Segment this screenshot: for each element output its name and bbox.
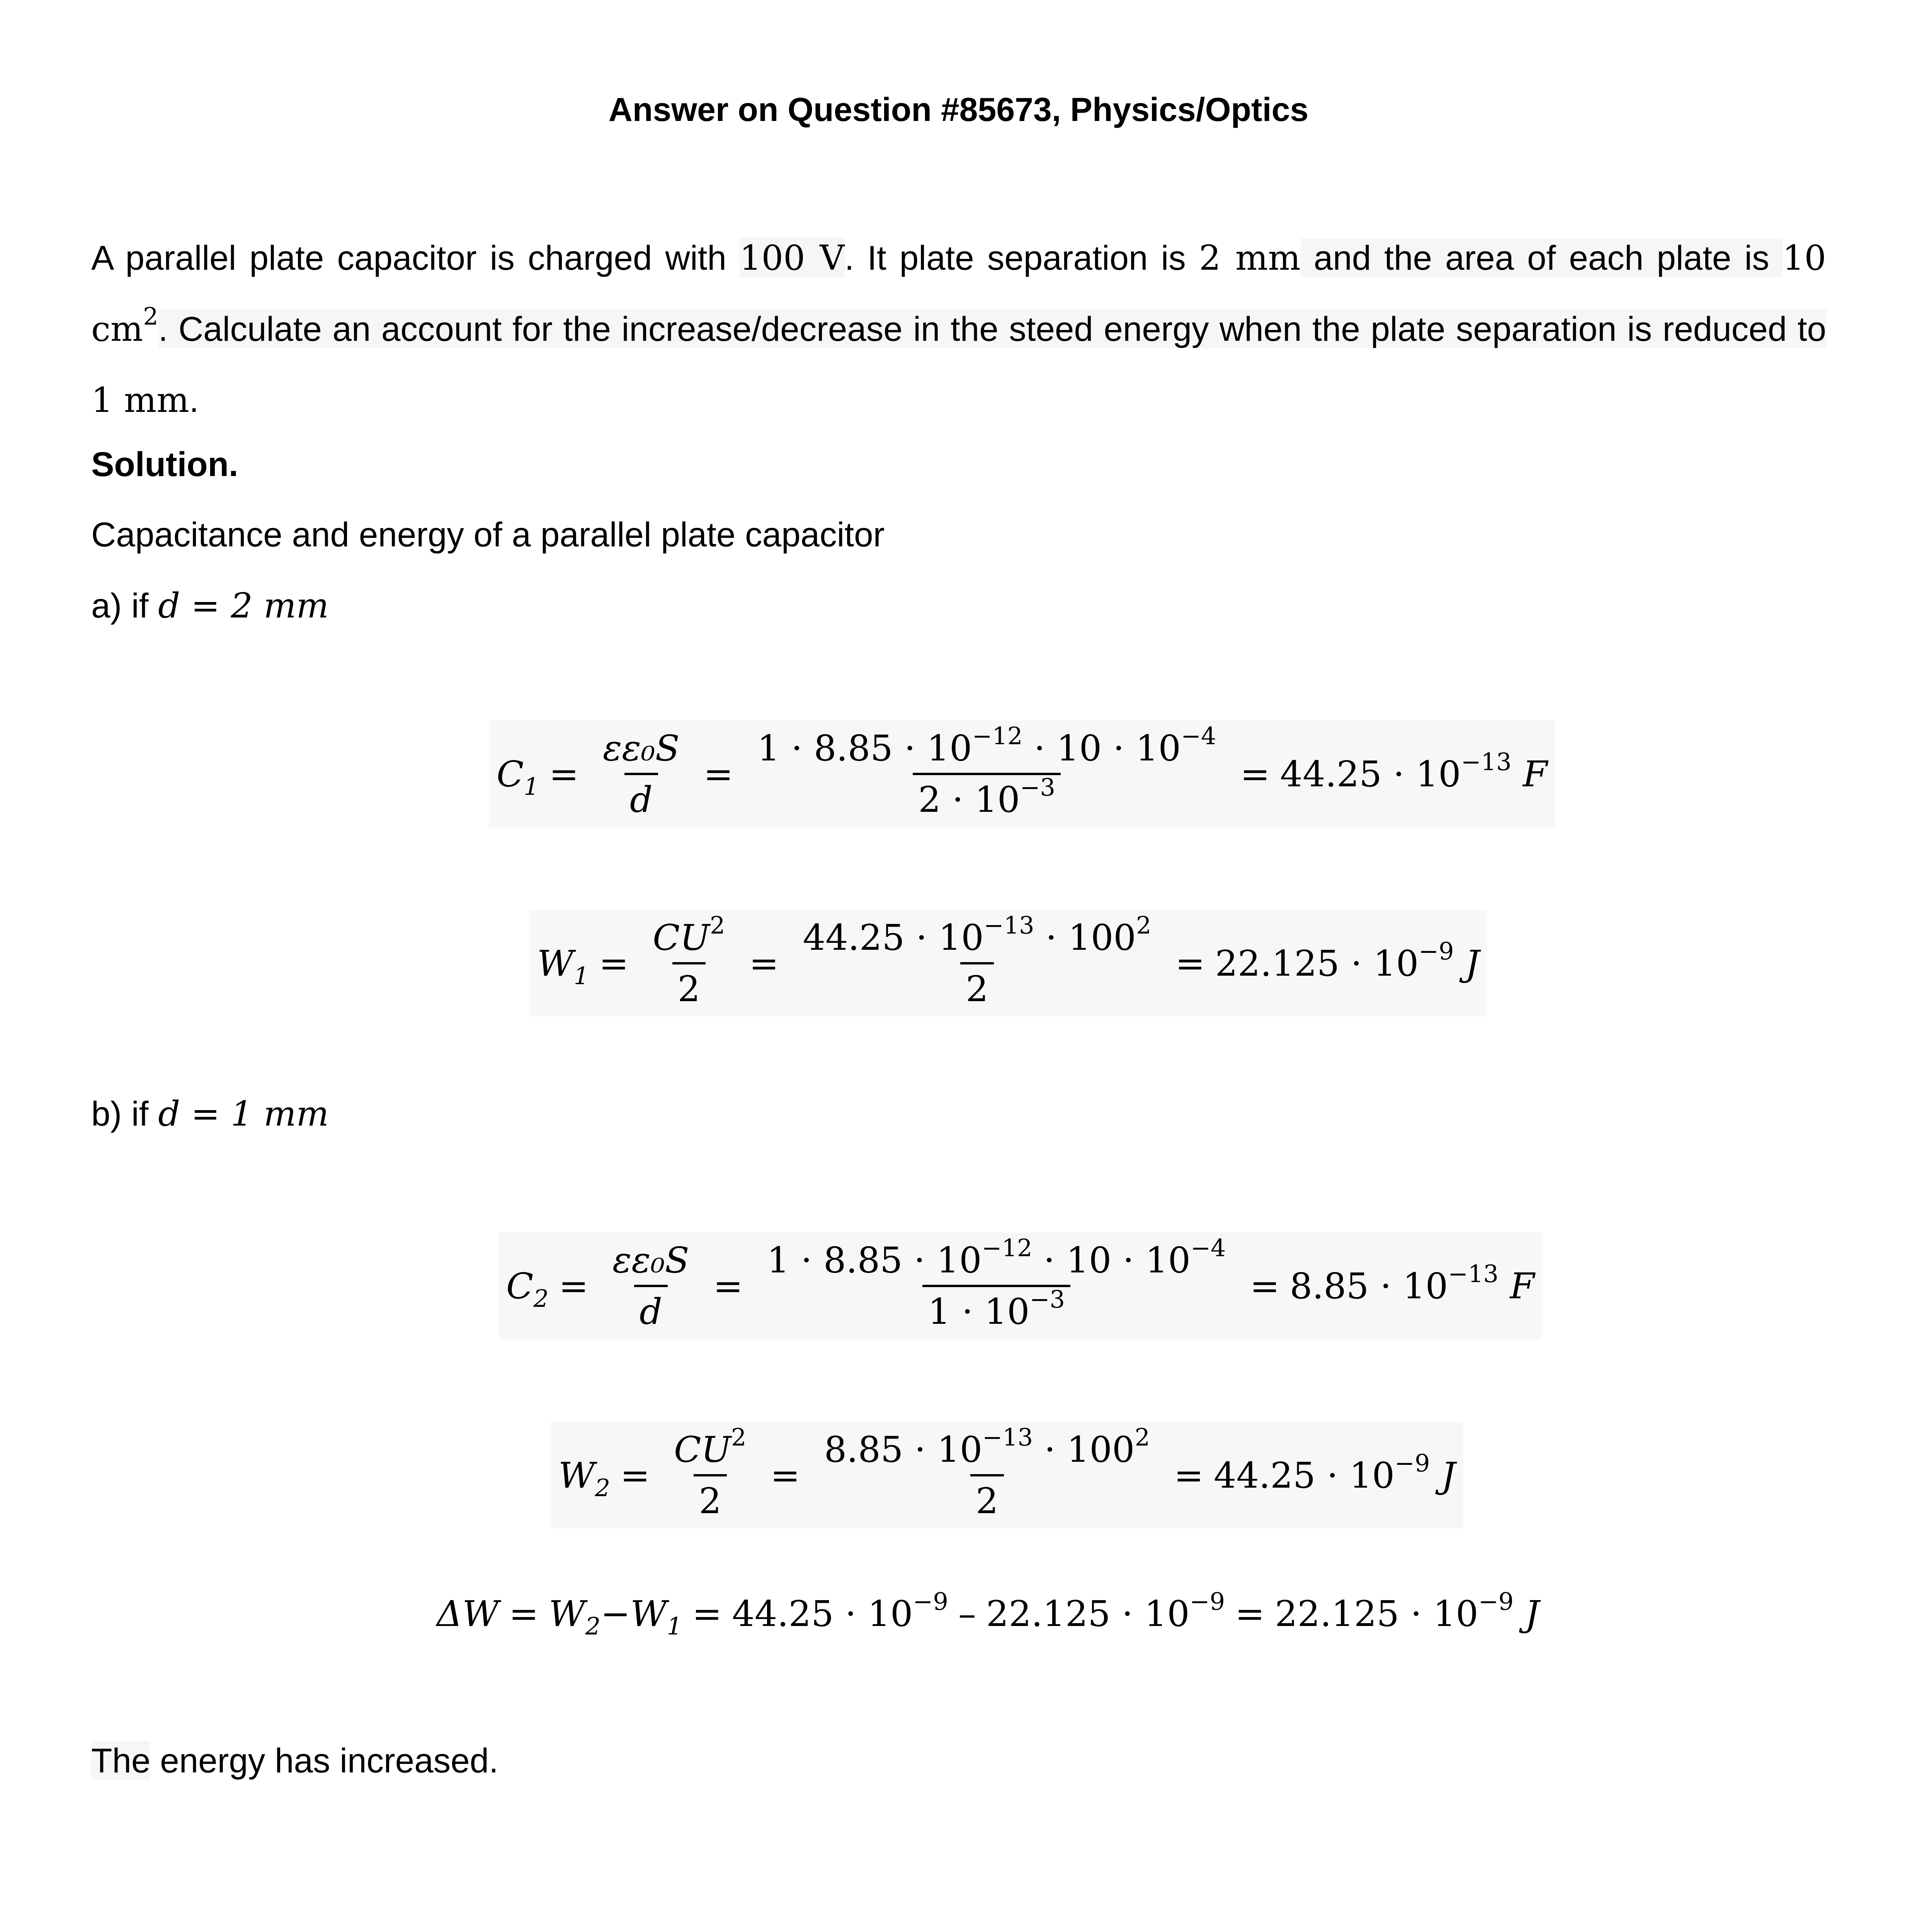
delta-term2	[986, 1587, 1225, 1634]
separation-value: 2 mm	[1199, 238, 1301, 278]
w1-formula-fraction	[647, 911, 730, 1010]
problem-text-5: .	[189, 381, 199, 419]
w2-subscript: 2	[595, 1473, 611, 1502]
c1-unit: F	[1522, 753, 1548, 795]
w2-num-part-b: · 100	[1033, 1429, 1135, 1470]
w2-num-exp-2: 2	[1135, 1423, 1150, 1451]
w1-result-exp: −9	[1419, 937, 1454, 965]
w1-value-fraction	[798, 911, 1157, 1010]
case-b-math: d = 1 mm	[158, 1094, 329, 1134]
c1-formula-numerator: εε₀S	[602, 728, 680, 769]
case-a-text: a) if	[91, 586, 158, 625]
w2-symbol: W	[558, 1454, 595, 1496]
delta-term2-value: 22.125 · 10	[986, 1593, 1190, 1634]
w1-result-value: 22.125 · 10	[1215, 942, 1419, 984]
delta-w1-subscript: 1	[667, 1612, 682, 1640]
area-number: 10 cm	[91, 238, 1826, 349]
minus-sign: –	[958, 1593, 976, 1634]
c2-den-part: 1 · 10	[928, 1291, 1030, 1332]
c2-symbol: C	[506, 1265, 534, 1307]
delta-w1-symbol: W	[630, 1593, 667, 1634]
w2-cu: CU	[674, 1429, 731, 1470]
w1-num-exp-2: 2	[1136, 911, 1152, 939]
w1-formula-denominator: 2	[672, 962, 706, 1010]
c2-lhs	[506, 1265, 549, 1313]
equals-sign: =	[1235, 1593, 1265, 1634]
equals-sign: =	[770, 1454, 800, 1496]
c1-num-part-b: · 10 · 10	[1022, 728, 1181, 769]
case-b-label	[91, 1094, 329, 1134]
w1-subscript: 1	[573, 961, 589, 990]
c1-den-exp: −3	[1020, 773, 1055, 801]
c2-formula-denominator: d	[634, 1285, 668, 1332]
delta-w2-subscript: 2	[585, 1612, 601, 1640]
c1-lhs	[497, 753, 539, 801]
page-title: Answer on Question #85673, Physics/Optics	[608, 91, 1309, 128]
w1-result	[1215, 937, 1480, 984]
equation-c2	[498, 1233, 1542, 1339]
c2-formula-fraction	[607, 1240, 695, 1332]
equals-sign: =	[1174, 1454, 1204, 1496]
area-exponent: 2	[143, 302, 158, 330]
equation-w2	[551, 1422, 1463, 1529]
c2-subscript: 2	[533, 1284, 549, 1313]
c1-symbol: C	[497, 753, 524, 795]
w2-result-value: 44.25 · 10	[1213, 1454, 1395, 1496]
c1-value-fraction	[752, 722, 1222, 820]
c1-result-value: 44.25 · 10	[1280, 753, 1461, 795]
c1-num-exp-2: −4	[1181, 722, 1216, 750]
delta-result-exp: −9	[1478, 1587, 1514, 1616]
w1-lhs	[537, 942, 589, 990]
equals-sign: =	[558, 1265, 589, 1307]
w1-num-part-a: 44.25 · 10	[803, 917, 984, 958]
conclusion-text-a: The	[91, 1741, 151, 1780]
equals-sign: =	[703, 753, 733, 795]
c1-value-numerator	[752, 722, 1222, 773]
problem-text-3: and the area of each plate is	[1300, 238, 1783, 277]
w2-result-exp: −9	[1395, 1449, 1430, 1477]
c1-formula-denominator: d	[624, 773, 658, 820]
problem-text-2: . It plate separation is	[844, 238, 1199, 277]
w1-cu: CU	[653, 917, 710, 958]
solution-label: Solution.	[91, 445, 238, 483]
c2-result	[1289, 1259, 1535, 1307]
problem-statement	[91, 222, 1826, 435]
case-a-label	[91, 585, 329, 626]
equals-sign: =	[549, 753, 579, 795]
w2-formula-numerator	[668, 1423, 752, 1474]
equation-w1	[529, 910, 1487, 1017]
c2-unit: F	[1510, 1265, 1535, 1307]
w2-formula-fraction	[668, 1423, 752, 1522]
delta-term1-exp: −9	[913, 1587, 948, 1616]
voltage-value: 100 V	[739, 238, 845, 278]
equation-delta-w	[429, 1586, 1547, 1641]
problem-text-4: . Calculate an account for the increase/decrease in the steed energy when the plate separation is reduced to	[158, 310, 1826, 348]
equation-c1	[489, 721, 1555, 827]
equals-sign: =	[1250, 1265, 1280, 1307]
c2-value-numerator	[762, 1234, 1232, 1285]
w1-unit: J	[1465, 942, 1480, 984]
new-separation-value: 1 mm	[91, 380, 189, 420]
w1-num-exp-1: −13	[983, 911, 1034, 939]
w2-lhs	[558, 1454, 611, 1502]
equals-sign: =	[713, 1265, 743, 1307]
w2-value-denominator: 2	[970, 1474, 1004, 1522]
conclusion-text-b: energy has increased.	[150, 1741, 498, 1780]
w2-unit: J	[1441, 1454, 1456, 1496]
w1-formula-numerator	[647, 911, 730, 962]
c1-subscript: 1	[524, 772, 539, 801]
c2-value-fraction	[762, 1234, 1232, 1332]
minus-sign: −	[600, 1593, 631, 1634]
c2-value-denominator	[922, 1285, 1070, 1332]
equals-sign: =	[599, 942, 629, 984]
c2-num-exp-2: −4	[1191, 1234, 1226, 1262]
case-a-math: d = 2 mm	[158, 585, 329, 626]
w2-num-exp-1: −13	[982, 1423, 1033, 1451]
c2-num-part-a: 1 · 8.85 · 10	[767, 1240, 982, 1281]
delta-w2-symbol: W	[549, 1593, 585, 1634]
w1-symbol: W	[537, 942, 574, 984]
equals-sign: =	[620, 1454, 650, 1496]
w1-value-numerator	[798, 911, 1157, 962]
w2-num-part-a: 8.85 · 10	[824, 1429, 983, 1470]
delta-w2	[549, 1593, 601, 1640]
c1-result-exp: −13	[1461, 747, 1512, 776]
w2-result	[1213, 1449, 1456, 1496]
delta-term1-value: 44.25 · 10	[732, 1593, 913, 1634]
w1-value-denominator: 2	[960, 962, 994, 1010]
w2-formula-denominator: 2	[694, 1474, 727, 1522]
c1-num-exp-1: −12	[972, 722, 1023, 750]
delta-unit: J	[1525, 1593, 1539, 1634]
c2-num-part-b: · 10 · 10	[1032, 1240, 1191, 1281]
case-b-text: b) if	[91, 1094, 158, 1133]
c2-result-value: 8.85 · 10	[1289, 1265, 1448, 1307]
c1-den-part: 2 · 10	[918, 779, 1020, 820]
problem-text-1: A parallel plate capacitor is charged with	[91, 238, 740, 277]
c2-den-exp: −3	[1029, 1285, 1065, 1313]
delta-term1	[732, 1587, 948, 1634]
c2-result-exp: −13	[1448, 1259, 1499, 1288]
equals-sign: =	[1175, 942, 1205, 984]
intro-text: Capacitance and energy of a parallel plate capacitor	[91, 515, 885, 554]
c1-value-denominator	[913, 773, 1061, 820]
c2-formula-numerator: εε₀S	[612, 1240, 689, 1281]
c1-formula-fraction	[597, 728, 685, 820]
w2-value-fraction	[819, 1423, 1155, 1522]
c1-result	[1280, 747, 1548, 795]
conclusion	[91, 1741, 498, 1781]
c1-num-part-a: 1 · 8.85 · 10	[757, 728, 972, 769]
w2-cu-exp: 2	[731, 1423, 747, 1451]
delta-w1	[630, 1593, 682, 1640]
w2-value-numerator	[819, 1423, 1155, 1474]
delta-result	[1275, 1587, 1539, 1634]
delta-w-lhs: ΔW	[437, 1593, 499, 1634]
delta-result-value: 22.125 · 10	[1275, 1593, 1478, 1634]
equals-sign: =	[749, 942, 779, 984]
equals-sign: =	[509, 1593, 539, 1634]
w1-cu-exp: 2	[710, 911, 725, 939]
equals-sign: =	[692, 1593, 722, 1634]
w1-num-part-b: · 100	[1034, 917, 1136, 958]
delta-term2-exp: −9	[1189, 1587, 1225, 1616]
c2-num-exp-1: −12	[981, 1234, 1032, 1262]
equals-sign: =	[1240, 753, 1270, 795]
